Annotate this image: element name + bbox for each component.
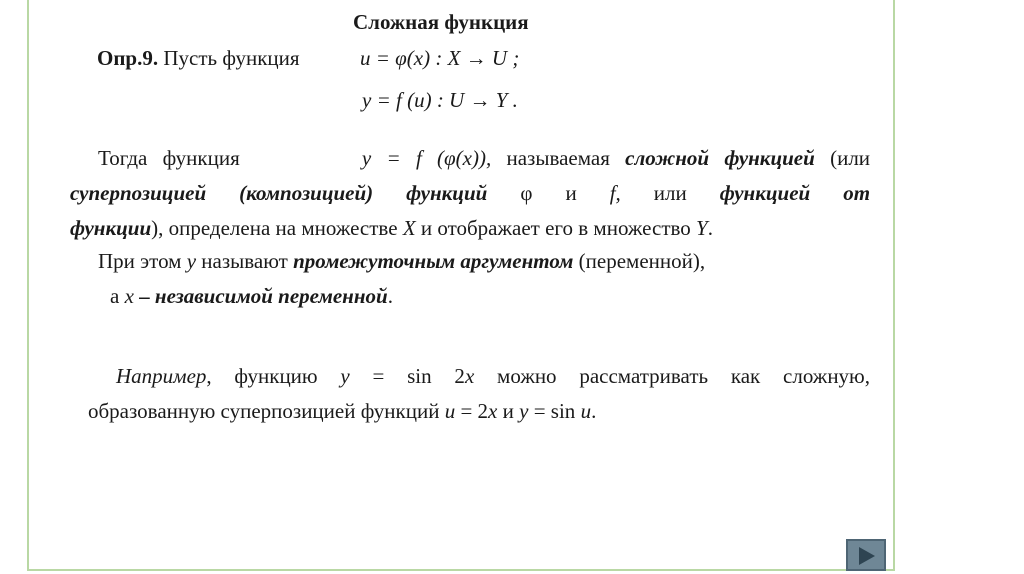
paragraph-line	[70, 176, 870, 211]
symbol-phi: φ	[520, 181, 533, 205]
symbol-Y: Y	[696, 216, 708, 240]
text: можно рассматривать как сложную,	[497, 364, 870, 388]
text: .	[707, 216, 713, 240]
definition-text: Пусть функция	[158, 46, 300, 70]
dash: –	[139, 284, 150, 308]
symbol-y: y	[340, 364, 350, 388]
symbol-f: f,	[609, 181, 621, 205]
term-independent-variable: независимой переменной	[154, 284, 388, 308]
term-intermediate-argument: промежуточным аргументом	[293, 249, 574, 273]
term-function-of: функцией от	[719, 181, 871, 205]
text: = sin	[533, 399, 576, 423]
symbol-u: u	[444, 399, 456, 423]
slide-title: Сложная функция	[353, 10, 529, 34]
formula-u-phi: u = φ(x) : X → U ;	[360, 46, 520, 70]
paragraph-line	[70, 141, 870, 176]
text: = sin 2	[372, 364, 465, 388]
text: ), определена на множестве	[151, 216, 398, 240]
symbol-x: x	[488, 399, 498, 423]
symbol-x: x	[124, 284, 134, 308]
text: (или	[830, 146, 871, 170]
text: и	[565, 181, 577, 205]
text: называют	[201, 249, 288, 273]
term-composite-function: сложной функцией	[625, 146, 815, 170]
text: .	[387, 284, 393, 308]
text: а	[110, 284, 120, 308]
term-function: функции	[70, 216, 152, 240]
paragraph-line	[98, 279, 858, 314]
text: , функцию	[206, 364, 318, 388]
text: При этом	[98, 249, 182, 273]
symbol-X: X	[402, 216, 416, 240]
symbol-y: y	[186, 249, 197, 273]
text: = 2	[460, 399, 489, 423]
term-superposition: суперпозицией (композицией) функций	[70, 181, 488, 205]
text: (переменной),	[578, 249, 706, 273]
paragraph-line	[98, 244, 858, 279]
text: или	[653, 181, 687, 205]
text: .	[591, 399, 597, 423]
text: называемая	[506, 146, 610, 170]
symbol-y: y	[519, 399, 529, 423]
symbol-u: u	[580, 399, 592, 423]
play-next-icon	[857, 546, 877, 566]
text: образованную суперпозицией функций	[88, 399, 440, 423]
paragraph-example	[88, 359, 870, 429]
text: и отображает его в множество	[420, 216, 691, 240]
next-slide-button[interactable]	[846, 539, 886, 571]
text: и	[502, 399, 514, 423]
paragraph-composite-function	[70, 141, 870, 246]
symbol-x: x	[464, 364, 475, 388]
paragraph-line	[88, 359, 870, 394]
formula-inline: y = f (φ(x)),	[361, 146, 492, 170]
formula-y-f: y = f (u) : U → Y .	[362, 88, 518, 112]
text: Тогда функция	[98, 146, 240, 170]
paragraph-line	[70, 211, 870, 246]
paragraph-line	[88, 394, 870, 429]
term-example: Например	[116, 364, 207, 388]
definition-number: Опр.9.	[97, 46, 159, 70]
definition-label	[97, 46, 300, 71]
paragraph-intermediate-argument	[98, 244, 858, 314]
